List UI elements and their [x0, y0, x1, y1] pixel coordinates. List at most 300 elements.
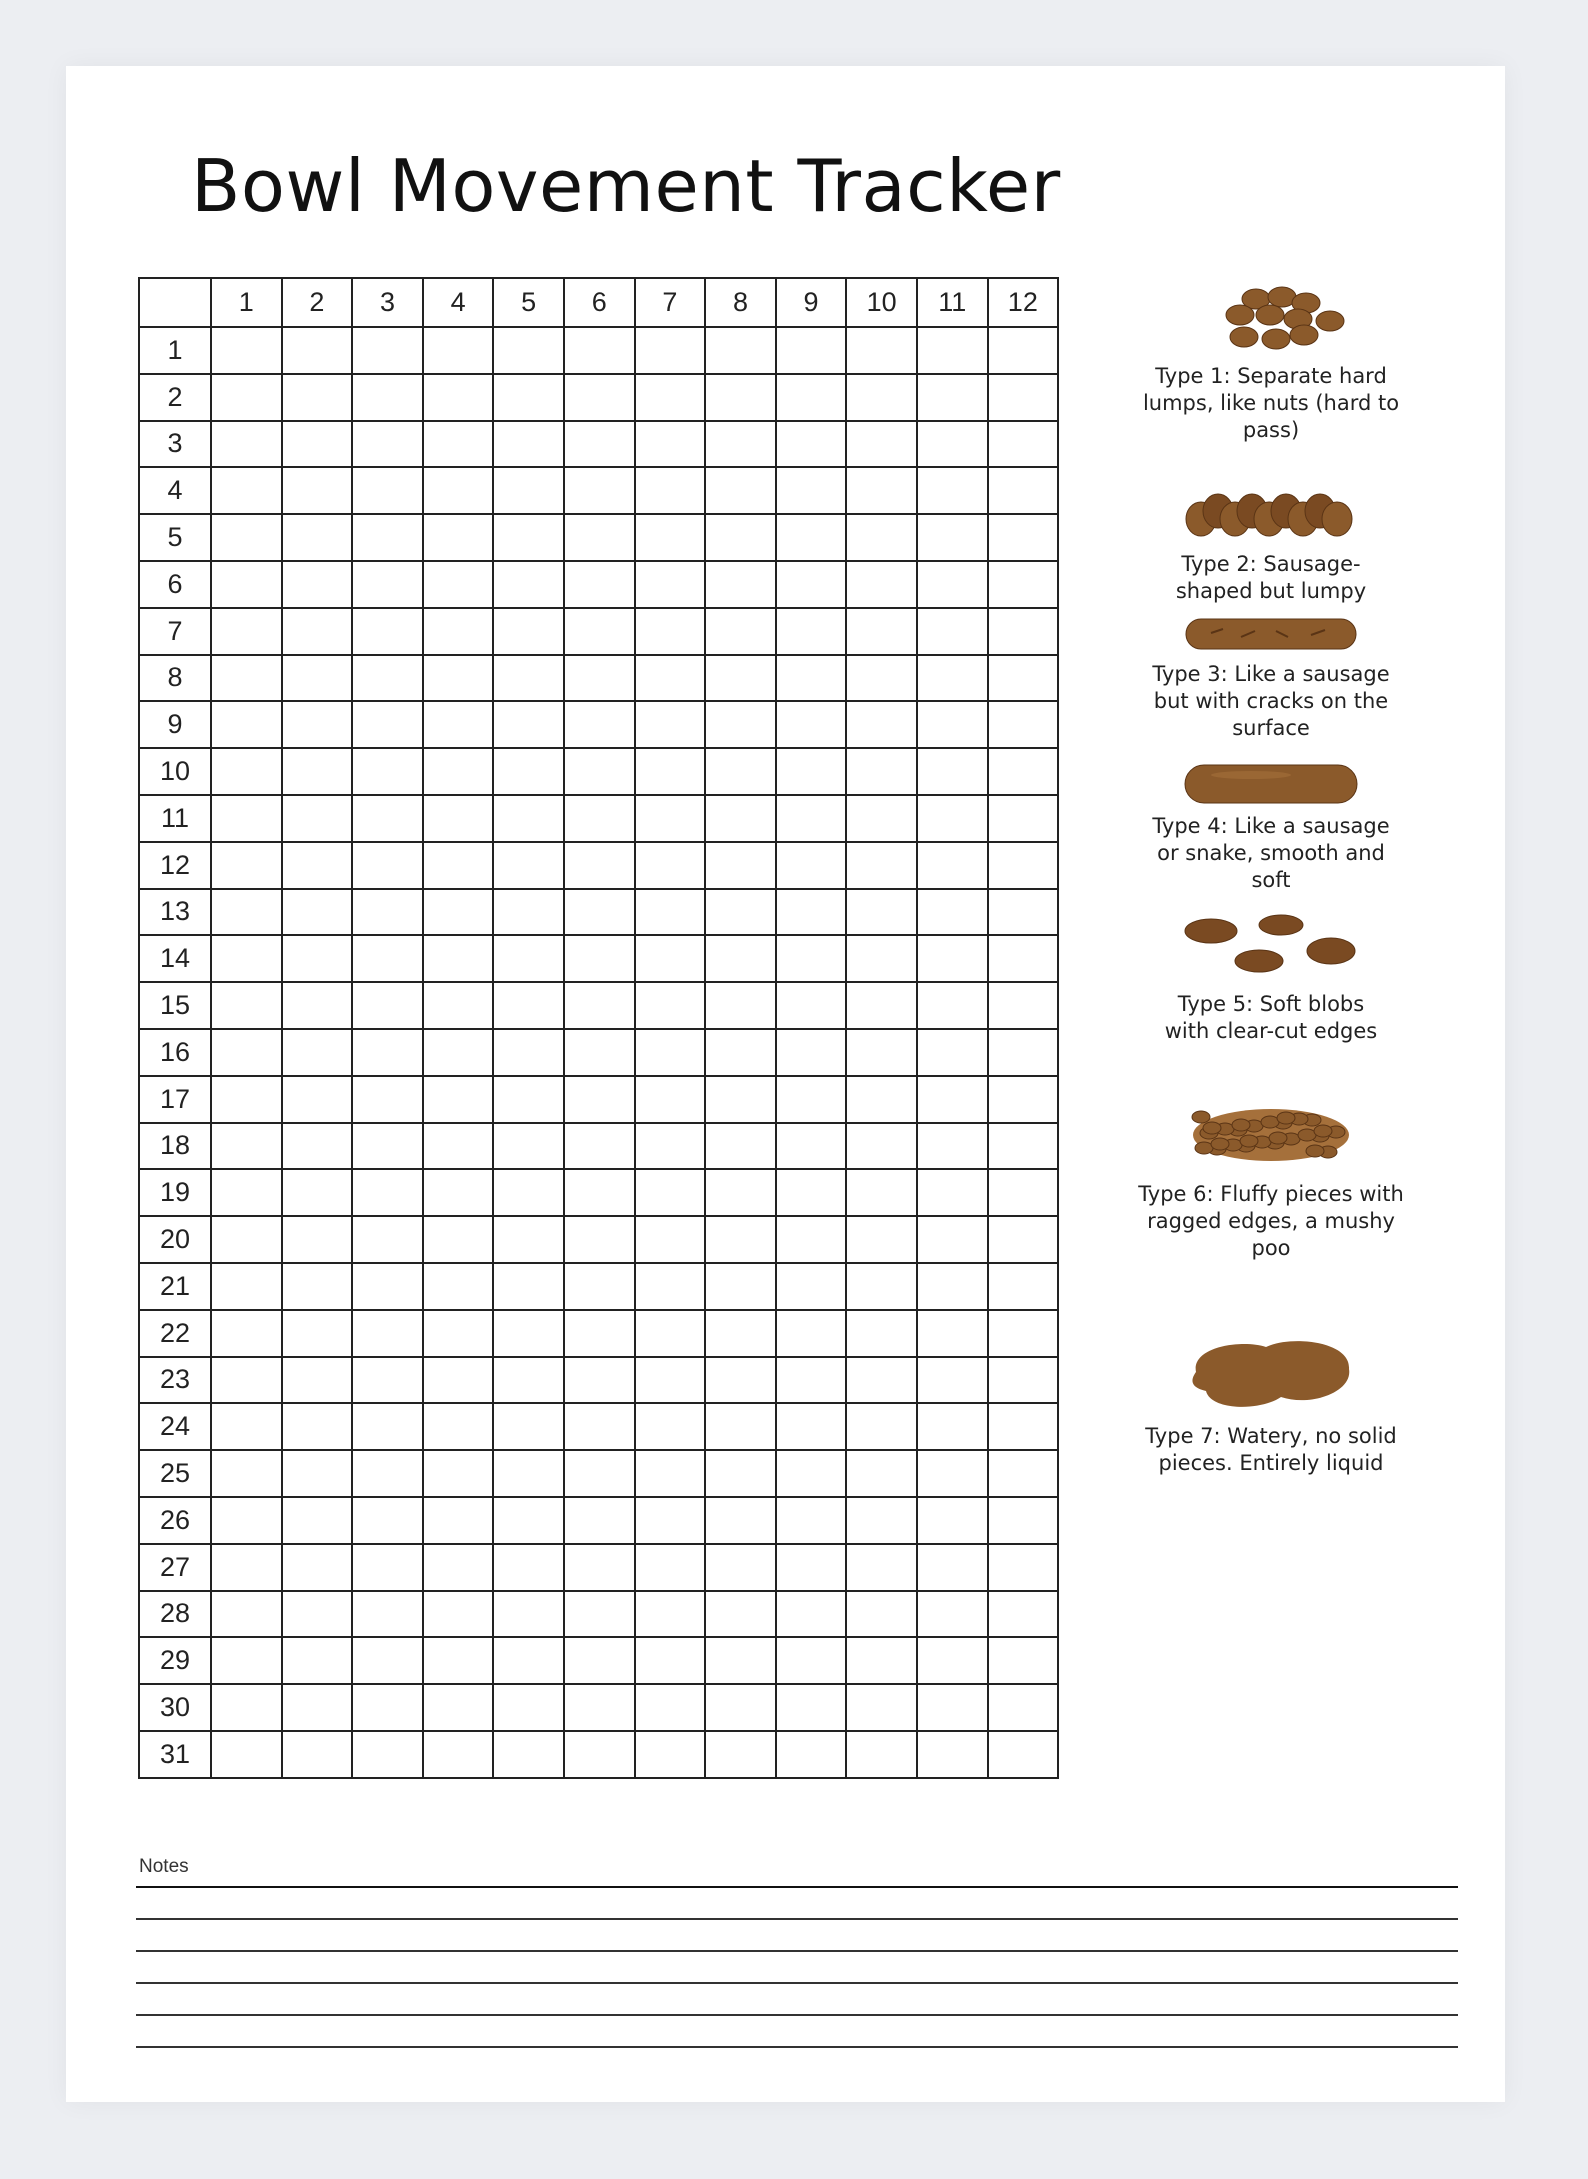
tracker-cell[interactable] [988, 1169, 1059, 1216]
tracker-cell[interactable] [423, 421, 494, 468]
tracker-cell[interactable] [493, 1216, 564, 1263]
tracker-cell[interactable] [988, 1263, 1059, 1310]
tracker-cell[interactable] [705, 1450, 776, 1497]
tracker-cell[interactable] [282, 1591, 353, 1638]
tracker-cell[interactable] [635, 1544, 706, 1591]
tracker-cell[interactable] [988, 889, 1059, 936]
tracker-cell[interactable] [635, 982, 706, 1029]
tracker-cell[interactable] [211, 421, 282, 468]
tracker-cell[interactable] [846, 1637, 917, 1684]
tracker-cell[interactable] [282, 795, 353, 842]
tracker-cell[interactable] [705, 374, 776, 421]
tracker-cell[interactable] [352, 842, 423, 889]
tracker-cell[interactable] [423, 1216, 494, 1263]
tracker-cell[interactable] [846, 1123, 917, 1170]
tracker-cell[interactable] [493, 982, 564, 1029]
tracker-cell[interactable] [564, 608, 635, 655]
tracker-cell[interactable] [988, 1731, 1059, 1778]
tracker-cell[interactable] [564, 1169, 635, 1216]
tracker-cell[interactable] [776, 935, 847, 982]
tracker-cell[interactable] [352, 1497, 423, 1544]
tracker-cell[interactable] [352, 795, 423, 842]
tracker-cell[interactable] [988, 1216, 1059, 1263]
tracker-cell[interactable] [917, 1637, 988, 1684]
tracker-cell[interactable] [917, 327, 988, 374]
tracker-cell[interactable] [705, 1263, 776, 1310]
tracker-cell[interactable] [776, 1637, 847, 1684]
tracker-cell[interactable] [282, 327, 353, 374]
tracker-cell[interactable] [988, 374, 1059, 421]
tracker-cell[interactable] [493, 1637, 564, 1684]
tracker-cell[interactable] [776, 1591, 847, 1638]
tracker-cell[interactable] [493, 748, 564, 795]
tracker-cell[interactable] [423, 701, 494, 748]
tracker-cell[interactable] [211, 1591, 282, 1638]
tracker-cell[interactable] [635, 1684, 706, 1731]
tracker-cell[interactable] [776, 1216, 847, 1263]
tracker-cell[interactable] [635, 1591, 706, 1638]
tracker-cell[interactable] [211, 1123, 282, 1170]
tracker-cell[interactable] [282, 842, 353, 889]
tracker-cell[interactable] [282, 889, 353, 936]
tracker-cell[interactable] [493, 467, 564, 514]
tracker-cell[interactable] [211, 1637, 282, 1684]
tracker-cell[interactable] [423, 1591, 494, 1638]
tracker-cell[interactable] [423, 842, 494, 889]
tracker-cell[interactable] [846, 1310, 917, 1357]
tracker-cell[interactable] [917, 1591, 988, 1638]
tracker-cell[interactable] [493, 935, 564, 982]
tracker-cell[interactable] [564, 327, 635, 374]
tracker-cell[interactable] [846, 1591, 917, 1638]
tracker-cell[interactable] [564, 701, 635, 748]
tracker-cell[interactable] [211, 1497, 282, 1544]
tracker-cell[interactable] [917, 889, 988, 936]
tracker-cell[interactable] [423, 467, 494, 514]
tracker-cell[interactable] [564, 1076, 635, 1123]
tracker-cell[interactable] [423, 982, 494, 1029]
tracker-cell[interactable] [705, 655, 776, 702]
tracker-cell[interactable] [988, 842, 1059, 889]
tracker-cell[interactable] [211, 467, 282, 514]
tracker-cell[interactable] [564, 1450, 635, 1497]
tracker-cell[interactable] [988, 1497, 1059, 1544]
tracker-cell[interactable] [917, 1357, 988, 1404]
tracker-cell[interactable] [988, 1123, 1059, 1170]
tracker-cell[interactable] [776, 795, 847, 842]
tracker-cell[interactable] [211, 655, 282, 702]
tracker-cell[interactable] [282, 1684, 353, 1731]
tracker-cell[interactable] [211, 795, 282, 842]
tracker-cell[interactable] [705, 889, 776, 936]
tracker-cell[interactable] [493, 1310, 564, 1357]
tracker-cell[interactable] [846, 421, 917, 468]
tracker-cell[interactable] [564, 374, 635, 421]
tracker-cell[interactable] [846, 608, 917, 655]
tracker-cell[interactable] [352, 1216, 423, 1263]
tracker-cell[interactable] [423, 655, 494, 702]
tracker-cell[interactable] [352, 608, 423, 655]
tracker-cell[interactable] [423, 1684, 494, 1731]
tracker-cell[interactable] [493, 842, 564, 889]
tracker-cell[interactable] [635, 421, 706, 468]
tracker-cell[interactable] [493, 1591, 564, 1638]
tracker-cell[interactable] [352, 889, 423, 936]
tracker-cell[interactable] [776, 561, 847, 608]
tracker-cell[interactable] [917, 561, 988, 608]
tracker-cell[interactable] [211, 935, 282, 982]
tracker-cell[interactable] [564, 1684, 635, 1731]
tracker-cell[interactable] [988, 701, 1059, 748]
tracker-cell[interactable] [846, 1169, 917, 1216]
tracker-cell[interactable] [705, 1591, 776, 1638]
tracker-cell[interactable] [493, 608, 564, 655]
tracker-cell[interactable] [423, 1310, 494, 1357]
tracker-cell[interactable] [988, 1357, 1059, 1404]
tracker-cell[interactable] [988, 421, 1059, 468]
tracker-cell[interactable] [352, 374, 423, 421]
tracker-cell[interactable] [423, 608, 494, 655]
tracker-cell[interactable] [564, 421, 635, 468]
tracker-cell[interactable] [635, 701, 706, 748]
tracker-cell[interactable] [493, 1450, 564, 1497]
tracker-cell[interactable] [776, 467, 847, 514]
tracker-cell[interactable] [211, 1216, 282, 1263]
tracker-cell[interactable] [705, 1310, 776, 1357]
tracker-cell[interactable] [705, 1029, 776, 1076]
tracker-cell[interactable] [988, 1684, 1059, 1731]
tracker-cell[interactable] [352, 467, 423, 514]
tracker-cell[interactable] [846, 1216, 917, 1263]
tracker-cell[interactable] [917, 842, 988, 889]
tracker-cell[interactable] [776, 1076, 847, 1123]
tracker-cell[interactable] [352, 701, 423, 748]
tracker-cell[interactable] [917, 1123, 988, 1170]
tracker-cell[interactable] [635, 1357, 706, 1404]
tracker-cell[interactable] [282, 374, 353, 421]
tracker-cell[interactable] [988, 1544, 1059, 1591]
tracker-cell[interactable] [423, 1497, 494, 1544]
tracker-cell[interactable] [282, 701, 353, 748]
tracker-cell[interactable] [635, 374, 706, 421]
tracker-cell[interactable] [211, 327, 282, 374]
tracker-cell[interactable] [352, 1403, 423, 1450]
tracker-cell[interactable] [988, 748, 1059, 795]
tracker-cell[interactable] [282, 1403, 353, 1450]
tracker-cell[interactable] [282, 514, 353, 561]
tracker-cell[interactable] [352, 1310, 423, 1357]
tracker-cell[interactable] [423, 889, 494, 936]
tracker-cell[interactable] [635, 1123, 706, 1170]
tracker-cell[interactable] [705, 842, 776, 889]
tracker-cell[interactable] [211, 1450, 282, 1497]
tracker-cell[interactable] [564, 1357, 635, 1404]
tracker-cell[interactable] [705, 1403, 776, 1450]
tracker-cell[interactable] [635, 1076, 706, 1123]
tracker-cell[interactable] [917, 795, 988, 842]
tracker-cell[interactable] [493, 1076, 564, 1123]
tracker-cell[interactable] [776, 514, 847, 561]
tracker-cell[interactable] [635, 1029, 706, 1076]
tracker-cell[interactable] [705, 1544, 776, 1591]
tracker-cell[interactable] [705, 795, 776, 842]
tracker-cell[interactable] [423, 1357, 494, 1404]
tracker-cell[interactable] [635, 327, 706, 374]
notes-line[interactable] [136, 2046, 1458, 2048]
tracker-cell[interactable] [776, 1544, 847, 1591]
tracker-cell[interactable] [917, 514, 988, 561]
tracker-cell[interactable] [917, 467, 988, 514]
tracker-cell[interactable] [282, 1731, 353, 1778]
tracker-cell[interactable] [705, 1169, 776, 1216]
tracker-cell[interactable] [846, 701, 917, 748]
tracker-cell[interactable] [493, 655, 564, 702]
tracker-cell[interactable] [493, 1497, 564, 1544]
tracker-cell[interactable] [846, 1357, 917, 1404]
tracker-cell[interactable] [211, 748, 282, 795]
tracker-cell[interactable] [846, 561, 917, 608]
tracker-cell[interactable] [352, 1169, 423, 1216]
tracker-cell[interactable] [635, 1310, 706, 1357]
tracker-cell[interactable] [423, 1403, 494, 1450]
tracker-cell[interactable] [423, 1029, 494, 1076]
tracker-cell[interactable] [705, 1497, 776, 1544]
tracker-cell[interactable] [211, 1263, 282, 1310]
tracker-cell[interactable] [988, 935, 1059, 982]
tracker-cell[interactable] [635, 1637, 706, 1684]
tracker-cell[interactable] [846, 1731, 917, 1778]
tracker-cell[interactable] [846, 655, 917, 702]
tracker-cell[interactable] [211, 1076, 282, 1123]
tracker-cell[interactable] [493, 327, 564, 374]
tracker-cell[interactable] [917, 748, 988, 795]
tracker-cell[interactable] [917, 982, 988, 1029]
tracker-cell[interactable] [705, 1357, 776, 1404]
tracker-cell[interactable] [352, 1263, 423, 1310]
tracker-cell[interactable] [493, 1403, 564, 1450]
tracker-cell[interactable] [917, 1263, 988, 1310]
tracker-cell[interactable] [917, 1216, 988, 1263]
tracker-cell[interactable] [352, 1076, 423, 1123]
tracker-cell[interactable] [917, 1029, 988, 1076]
tracker-cell[interactable] [282, 1169, 353, 1216]
tracker-cell[interactable] [635, 1263, 706, 1310]
tracker-cell[interactable] [988, 1637, 1059, 1684]
tracker-cell[interactable] [352, 1591, 423, 1638]
tracker-cell[interactable] [917, 1731, 988, 1778]
tracker-cell[interactable] [917, 655, 988, 702]
tracker-cell[interactable] [846, 374, 917, 421]
tracker-cell[interactable] [423, 327, 494, 374]
tracker-cell[interactable] [705, 327, 776, 374]
tracker-cell[interactable] [282, 1029, 353, 1076]
tracker-cell[interactable] [776, 1029, 847, 1076]
tracker-cell[interactable] [282, 655, 353, 702]
tracker-cell[interactable] [635, 655, 706, 702]
tracker-cell[interactable] [635, 748, 706, 795]
tracker-cell[interactable] [988, 982, 1059, 1029]
tracker-cell[interactable] [493, 1169, 564, 1216]
tracker-cell[interactable] [564, 1029, 635, 1076]
tracker-cell[interactable] [846, 1076, 917, 1123]
tracker-cell[interactable] [352, 1029, 423, 1076]
tracker-cell[interactable] [917, 1403, 988, 1450]
notes-line[interactable] [136, 1918, 1458, 1920]
tracker-cell[interactable] [423, 1169, 494, 1216]
tracker-cell[interactable] [988, 1591, 1059, 1638]
tracker-cell[interactable] [493, 1357, 564, 1404]
tracker-cell[interactable] [564, 1216, 635, 1263]
tracker-cell[interactable] [917, 1544, 988, 1591]
tracker-cell[interactable] [282, 608, 353, 655]
tracker-cell[interactable] [776, 1684, 847, 1731]
tracker-cell[interactable] [705, 467, 776, 514]
tracker-cell[interactable] [423, 1450, 494, 1497]
tracker-cell[interactable] [635, 935, 706, 982]
tracker-cell[interactable] [705, 1731, 776, 1778]
tracker-cell[interactable] [564, 1403, 635, 1450]
tracker-cell[interactable] [352, 935, 423, 982]
tracker-cell[interactable] [282, 1076, 353, 1123]
tracker-cell[interactable] [776, 1731, 847, 1778]
tracker-cell[interactable] [635, 514, 706, 561]
tracker-cell[interactable] [988, 1029, 1059, 1076]
tracker-cell[interactable] [493, 795, 564, 842]
tracker-cell[interactable] [564, 514, 635, 561]
tracker-cell[interactable] [846, 935, 917, 982]
tracker-cell[interactable] [352, 655, 423, 702]
tracker-cell[interactable] [988, 561, 1059, 608]
tracker-cell[interactable] [846, 748, 917, 795]
tracker-cell[interactable] [282, 421, 353, 468]
tracker-cell[interactable] [917, 421, 988, 468]
tracker-cell[interactable] [635, 795, 706, 842]
tracker-cell[interactable] [917, 1310, 988, 1357]
tracker-cell[interactable] [705, 514, 776, 561]
tracker-cell[interactable] [846, 1497, 917, 1544]
tracker-cell[interactable] [776, 1450, 847, 1497]
tracker-cell[interactable] [211, 842, 282, 889]
tracker-cell[interactable] [776, 1497, 847, 1544]
tracker-cell[interactable] [846, 1029, 917, 1076]
tracker-cell[interactable] [846, 327, 917, 374]
tracker-cell[interactable] [352, 748, 423, 795]
tracker-cell[interactable] [988, 1450, 1059, 1497]
tracker-cell[interactable] [917, 1497, 988, 1544]
tracker-cell[interactable] [776, 655, 847, 702]
tracker-cell[interactable] [917, 1169, 988, 1216]
tracker-cell[interactable] [705, 1637, 776, 1684]
tracker-cell[interactable] [282, 1216, 353, 1263]
tracker-cell[interactable] [352, 982, 423, 1029]
tracker-cell[interactable] [493, 421, 564, 468]
tracker-cell[interactable] [846, 1684, 917, 1731]
tracker-cell[interactable] [705, 701, 776, 748]
tracker-cell[interactable] [917, 1076, 988, 1123]
tracker-cell[interactable] [846, 1263, 917, 1310]
tracker-cell[interactable] [564, 1544, 635, 1591]
tracker-cell[interactable] [846, 842, 917, 889]
tracker-cell[interactable] [564, 1591, 635, 1638]
tracker-cell[interactable] [211, 1731, 282, 1778]
tracker-cell[interactable] [564, 842, 635, 889]
tracker-cell[interactable] [211, 701, 282, 748]
tracker-cell[interactable] [988, 467, 1059, 514]
tracker-cell[interactable] [352, 1731, 423, 1778]
tracker-cell[interactable] [493, 561, 564, 608]
tracker-cell[interactable] [776, 1123, 847, 1170]
tracker-cell[interactable] [423, 1544, 494, 1591]
tracker-cell[interactable] [211, 1169, 282, 1216]
tracker-cell[interactable] [282, 1497, 353, 1544]
tracker-cell[interactable] [211, 1403, 282, 1450]
tracker-cell[interactable] [988, 608, 1059, 655]
tracker-cell[interactable] [493, 701, 564, 748]
tracker-cell[interactable] [282, 467, 353, 514]
tracker-cell[interactable] [917, 374, 988, 421]
tracker-cell[interactable] [705, 608, 776, 655]
tracker-cell[interactable] [352, 1544, 423, 1591]
tracker-cell[interactable] [282, 1544, 353, 1591]
tracker-cell[interactable] [352, 421, 423, 468]
tracker-cell[interactable] [282, 748, 353, 795]
tracker-cell[interactable] [564, 1123, 635, 1170]
tracker-cell[interactable] [282, 1123, 353, 1170]
tracker-cell[interactable] [776, 1169, 847, 1216]
tracker-cell[interactable] [635, 1216, 706, 1263]
tracker-cell[interactable] [705, 1076, 776, 1123]
tracker-cell[interactable] [776, 889, 847, 936]
tracker-cell[interactable] [493, 1123, 564, 1170]
tracker-cell[interactable] [635, 1403, 706, 1450]
tracker-cell[interactable] [705, 748, 776, 795]
tracker-cell[interactable] [493, 374, 564, 421]
tracker-cell[interactable] [282, 1357, 353, 1404]
tracker-cell[interactable] [776, 842, 847, 889]
tracker-cell[interactable] [776, 1403, 847, 1450]
tracker-cell[interactable] [846, 514, 917, 561]
tracker-cell[interactable] [705, 1684, 776, 1731]
tracker-cell[interactable] [423, 561, 494, 608]
tracker-cell[interactable] [564, 561, 635, 608]
tracker-cell[interactable] [846, 982, 917, 1029]
tracker-cell[interactable] [211, 1684, 282, 1731]
tracker-cell[interactable] [564, 982, 635, 1029]
tracker-cell[interactable] [211, 608, 282, 655]
tracker-cell[interactable] [776, 1263, 847, 1310]
tracker-cell[interactable] [211, 1544, 282, 1591]
tracker-cell[interactable] [282, 1263, 353, 1310]
tracker-cell[interactable] [988, 1403, 1059, 1450]
tracker-cell[interactable] [635, 561, 706, 608]
tracker-cell[interactable] [564, 1263, 635, 1310]
tracker-cell[interactable] [776, 421, 847, 468]
tracker-cell[interactable] [493, 1544, 564, 1591]
tracker-cell[interactable] [564, 1731, 635, 1778]
tracker-cell[interactable] [635, 1450, 706, 1497]
tracker-cell[interactable] [988, 327, 1059, 374]
tracker-cell[interactable] [776, 608, 847, 655]
tracker-cell[interactable] [564, 748, 635, 795]
tracker-cell[interactable] [352, 327, 423, 374]
tracker-cell[interactable] [211, 1029, 282, 1076]
tracker-cell[interactable] [423, 748, 494, 795]
tracker-cell[interactable] [352, 1637, 423, 1684]
tracker-cell[interactable] [493, 889, 564, 936]
tracker-cell[interactable] [635, 1497, 706, 1544]
tracker-cell[interactable] [282, 1310, 353, 1357]
tracker-cell[interactable] [493, 514, 564, 561]
